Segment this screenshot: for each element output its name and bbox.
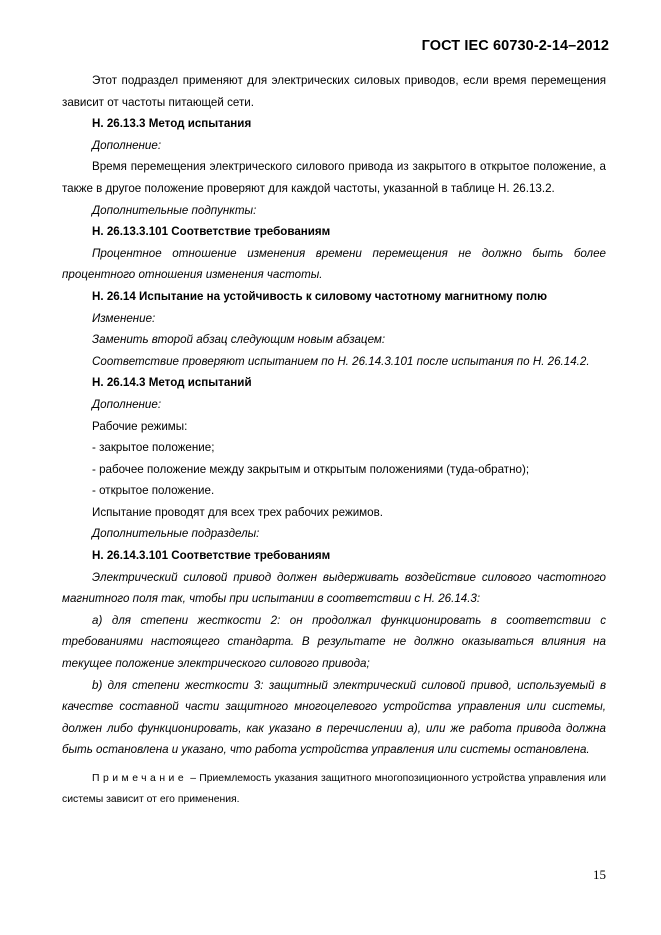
note-text: – Приемлемость указания защитного многопозиционного устройства управления или системы зависит от его применения. <box>62 773 606 805</box>
document-body <box>62 70 606 810</box>
paragraph-subsections-label: Дополнительные подразделы: <box>92 527 260 541</box>
paragraph-compliance-check: Соответствие проверяют испытанием по H. 26.14.3.101 после испытания по H. 26.14.2. <box>92 354 590 368</box>
paragraph-withstand: Электрический силовой привод должен выдерживать воздействие силового частотного магнитного поля так, чтобы при испытании в соответствии с H. 26.14.3: <box>62 570 606 606</box>
section-heading-26-13-3: H. 26.13.3 Метод испытания <box>92 117 252 131</box>
section-heading-26-14-3-101: H. 26.14.3.101 Соответствие требованиям <box>92 549 331 563</box>
list-item-open: - открытое положение. <box>92 484 215 498</box>
paragraph-travel-time: Время перемещения электрического силового привода из закрытого в открытое положение, а также в другое положение проверяют для каждой частоты, указанной в таблице H. 26.13.2. <box>62 160 606 195</box>
paragraph-all-modes: Испытание проводят для всех трех рабочих режимов. <box>92 505 383 519</box>
list-item-severity-3: b) для степени жесткости 3: защитный электрический силовой привод, используемый в качестве составной части защитного многоцелевого устройства управления или системы, должен либо функционировать, как указано в перечислении a), или же работа привода должна быть остановлена и указано, что работа устройства управления или системы остановлена. <box>62 678 606 757</box>
section-heading-26-14-3: H. 26.14.3 Метод испытаний <box>92 376 252 390</box>
paragraph-addition-label-2: Дополнение: <box>92 397 162 411</box>
note-label: Примечание <box>92 773 188 784</box>
paragraph-change-label: Изменение: <box>92 311 156 325</box>
page-number: 15 <box>593 867 606 882</box>
list-item-closed: - закрытое положение; <box>92 441 215 455</box>
paragraph-subclauses-label: Дополнительные подпункты: <box>92 203 257 217</box>
document-header: ГОСТ IEC 60730-2-14–2012 <box>421 38 609 54</box>
paragraph-percentage: Процентное отношение изменения времени перемещения не должно быть более процентного отношения изменения частоты. <box>62 246 606 282</box>
paragraph-operating-modes: Рабочие режимы: <box>92 419 188 433</box>
paragraph-replace-instruction: Заменить второй абзац следующим новым абзацем: <box>92 333 386 347</box>
section-heading-26-14: H. 26.14 Испытание на устойчивость к силовому частотному магнитному полю <box>92 289 548 303</box>
list-item-severity-2: a) для степени жесткости 2: он продолжал функционировать в соответствии с требованиями настоящего стандарта. В результате не должно оказываться влияния на текущее положение электрического силового привода; <box>62 613 606 671</box>
note <box>62 768 606 810</box>
paragraph-intro: Этот подраздел применяют для электрических силовых приводов, если время перемещения зависит от частоты питающей сети. <box>62 74 606 109</box>
section-heading-26-13-3-101: H. 26.13.3.101 Соответствие требованиям <box>92 225 331 239</box>
paragraph-addition-label: Дополнение: <box>92 138 162 152</box>
list-item-intermediate: - рабочее положение между закрытым и открытым положениями (туда-обратно); <box>92 462 530 476</box>
